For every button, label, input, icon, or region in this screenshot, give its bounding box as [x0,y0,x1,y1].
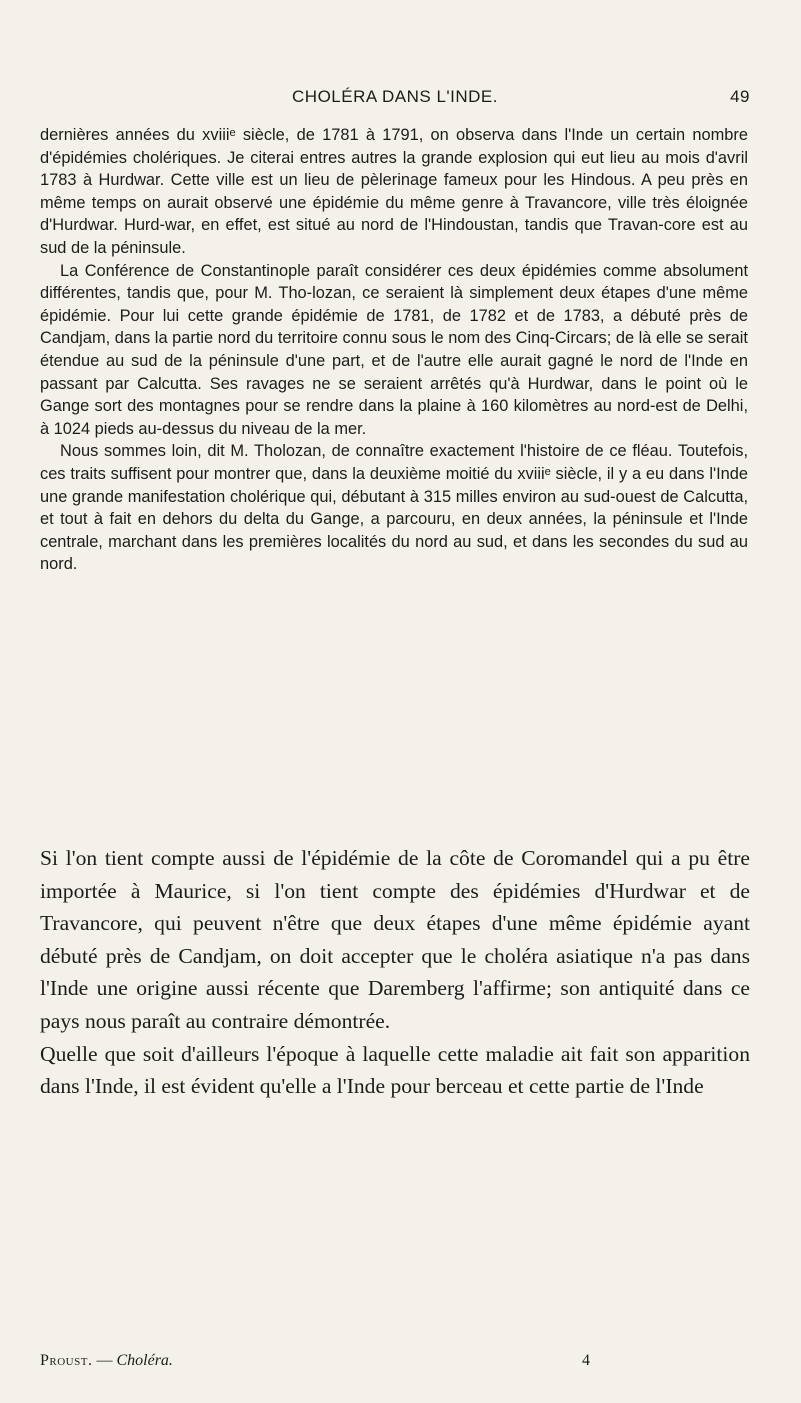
paragraph-large-1: Si l'on tient compte aussi de l'épidémie de la côte de Coromandel qui a pu être importée à Maurice, si l'on tient compte des épidémies d'Hurdwar et de Travancore, qui peuvent n'être que deux étapes d'une même épidémie ayant débuté près de Candjam, on doit accepter que le choléra asiatique n'a pas dans l'Inde une origine aussi récente que Daremberg l'affirme; son antiquité dans ce pays nous paraît au contraire démontrée. [40,846,750,1033]
footer-separator: — [92,1352,117,1369]
page-footer [40,1352,600,1370]
footer-work-title: Choléra. [116,1352,173,1369]
paragraph-large-2: Quelle que soit d'ailleurs l'époque à laquelle cette maladie ait fait son apparition dans l'Inde, il est évident qu'elle a l'Inde pour berceau et cette partie de l'Inde [40,1041,750,1099]
paragraph-small-3: Nous sommes loin, dit M. Tholozan, de connaître exactement l'histoire de ce fléau. Toutefois, ces traits suffisent pour montrer que, dans la deuxième moitié du xviiiᵉ siècle, il y a eu dans l'Inde une grande manifestation cholérique qui, débutant à 315 milles environ au sud-ouest de Calcutta, et tout à fait en dehors du delta du Gange, a parcouru, en deux années, la péninsule et l'Inde centrale, marchant dans les premières localités du nord au sud, et dans les secondes du sud au nord. [40,442,748,574]
paragraph-small-2: La Conférence de Constantinople paraît considérer ces deux épidémies comme absolument différentes, tandis que, pour M. Tho-lozan, ce seraient là simplement deux étapes d'une même épidémie. Pour lui cette grande épidémie de 1781, de 1782 et de 1783, a débuté près de Candjam, dans la partie nord du territoire connu sous le nom des Cinq-Circars; de là elle se serait étendue au sud de la péninsule d'une part, et de l'autre elle aurait gagné le nord de l'Inde en passant par Calcutta. Ses ravages ne se seraient arrêtés qu'à Hurdwar, dans le point où le Gange sort des montagnes pour se rendre dans la plaine à 160 kilomètres au nord-est de Delhi, à 1024 pieds au-dessus du niveau de la mer. [40,261,748,438]
running-head [40,87,750,111]
small-print-text-block [40,124,748,576]
running-title: CHOLÉRA DANS L'INDE. [292,87,498,106]
signature-mark: 4 [582,1352,590,1369]
paragraph-small-1: dernières années du xviiiᵉ siècle, de 1781 à 1791, on observa dans l'Inde un certain nombre d'épidémies cholériques. Je citerai entres autres la grande explosion qui eut lieu au mois d'avril 1783 à Hurdwar. Cette ville est un lieu de pèlerinage fameux pour les Hindous. A peu près en même temps on aurait observé une épidémie du même genre à Travancore, ville très éloignée d'Hurdwar. Hurd-war, en effet, est situé au nord de l'Hindoustan, tandis que Travan-core est au sud de la péninsule. [40,126,748,257]
footer-author: Proust. [40,1352,93,1369]
page-number: 49 [730,87,750,106]
large-print-text-block [40,842,750,1103]
